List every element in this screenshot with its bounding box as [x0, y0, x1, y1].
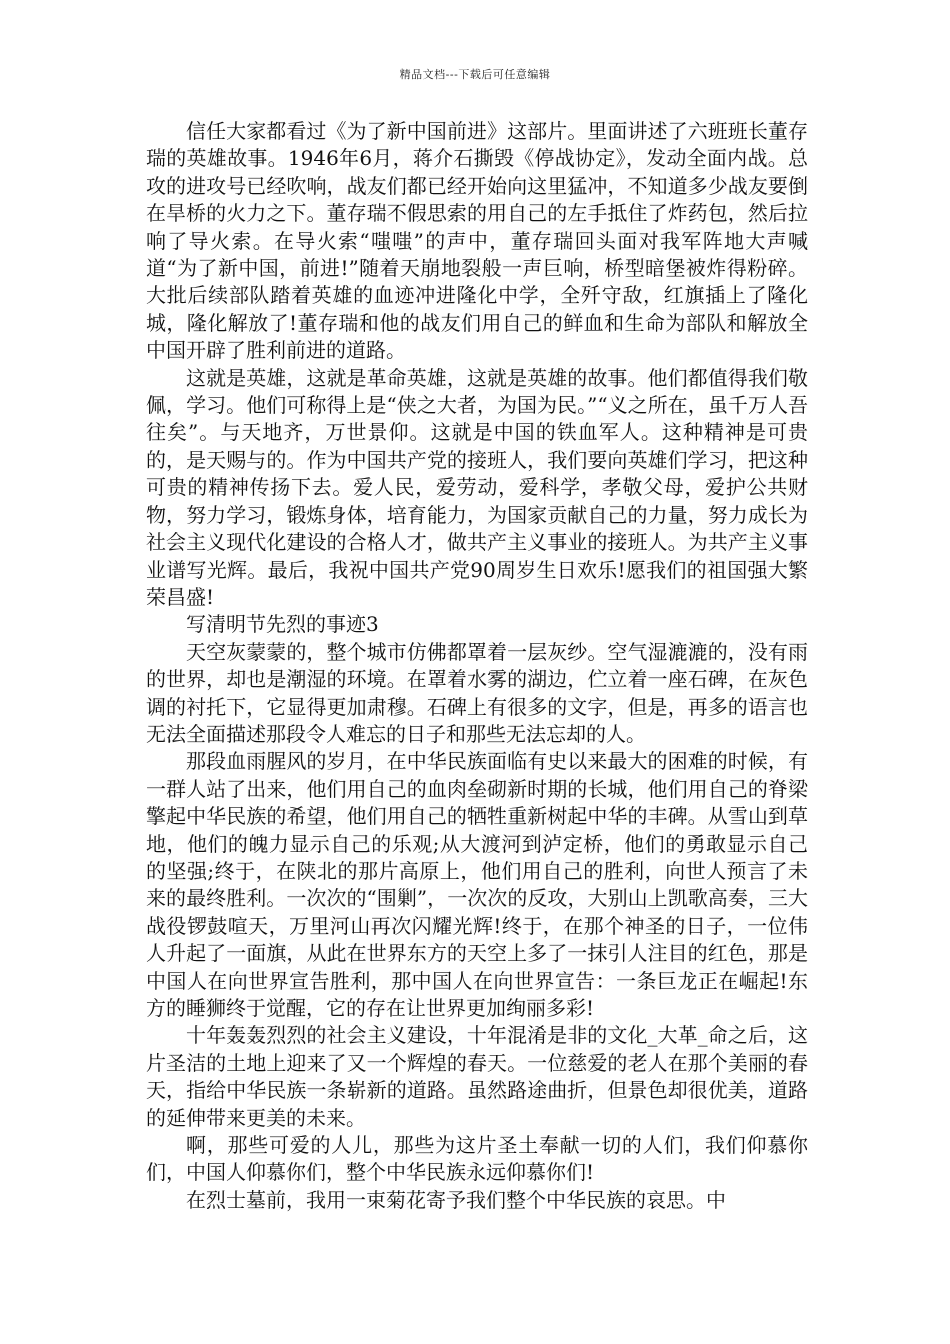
paragraph-dong-cunrui-story: 信任大家都看过《为了新中国前进》这部片。里面讲述了六班班长董存瑞的英雄故事。1946年6月，蒋介石撕毁《停战协定》，发动全面内战。总攻的进攻号已经吹响，战友们都已经开始向这里猛冲，不知道多少战友要倒在旱桥的火力之下。董存瑞不假思索的用自己的左手抵住了炸药包，然后拉响了导火索。在导火索“嗤嗤”的声中，董存瑞回头面对我军阵地大声喊道“为了新中国，前进!”随着天崩地裂般一声巨响，桥型暗堡被炸得粉碎。大批后续部队踏着英雄的血迹冲进隆化中学，全歼守敌，红旗插上了隆化城，隆化解放了!董存瑞和他的战友们用自己的鲜血和生命为部队和解放全中国开辟了胜利前进的道路。	[146, 119, 808, 363]
document-body	[146, 118, 808, 1214]
paragraph-grey-sky: 天空灰蒙蒙的，整个城市仿佛都罩着一层灰纱。空气湿漉漉的，没有雨的世界，却也是潮湿的环境。在罩着水雾的湖边，伫立着一座石碑，在灰色调的衬托下，它显得更加肃穆。石碑上有很多的文字，但是，再多的语言也无法全面描述那段令人难忘的日子和那些无法忘却的人。	[146, 639, 808, 746]
paragraph-hero-reflection: 这就是英雄，这就是革命英雄，这就是英雄的故事。他们都值得我们敬佩，学习。他们可称得上是“侠之大者，为国为民。”“义之所在，虽千万人吾往矣”。与天地齐，万世景仰。这就是中国的铁血军人。这种精神是可贵的，是天赐与的。作为中国共产党的接班人，我们要向英雄们学习，把这种可贵的精神传扬下去。爱人民，爱劳动，爱科学，孝敬父母，爱护公共财物，努力学习，锻炼身体，培育能力，为国家贡献自己的力量，努力成长为社会主义现代化建设的合格人才，做共产主义事业的接班人。为共产主义事业谱写光辉。最后，我祝中国共产党90周岁生日欢乐!愿我们的祖国强大繁荣昌盛!	[146, 365, 808, 609]
paragraph-lovely-people: 啊，那些可爱的人儿，那些为这片圣土奉献一切的人们，我们仰慕你们，中国人仰慕你们，整个中华民族永远仰慕你们!	[146, 1133, 808, 1185]
paragraph-martyr-tomb: 在烈士墓前，我用一束菊花寄予我们整个中华民族的哀思。中	[186, 1187, 726, 1212]
section-heading: 写清明节先烈的事迹3	[186, 612, 379, 637]
paragraph-ten-years: 十年轰轰烈烈的社会主义建设，十年混淆是非的文化_大革_命之后，这片圣洁的土地上迎来了又一个辉煌的春天。一位慈爱的老人在那个美丽的春天，指给中华民族一条崭新的道路。虽然路途曲折，但景色却很优美，道路的延伸带来更美的未来。	[146, 1023, 808, 1130]
paragraph-bloody-years: 那段血雨腥风的岁月，在中华民族面临有史以来最大的困难的时候，有一群人站了出来，他们用自己的血肉垒砌新时期的长城，他们用自己的脊梁擎起中华民族的希望，他们用自己的牺牲重新树起中华的丰碑。从雪山到草地，他们的魄力显示自己的乐观;从大渡河到泸定桥，他们的勇敢显示自己的坚强;终于，在陕北的那片高原上，他们用自己的胜利，向世人预言了未来的最终胜利。一次次的“围剿”，一次次的反攻，大别山上凯歌高奏，三大战役锣鼓喧天，万里河山再次闪耀光辉!终于，在那个神圣的日子，一位伟人升起了一面旗，从此在世界东方的天空上多了一抹引人注目的红色，那是中国人在向世界宣告胜利，那中国人在向世界宣告：一条巨龙正在崛起!东方的睡狮终于觉醒，它的存在让世界更加绚丽多彩!	[146, 749, 808, 1020]
page-header: 精品文档---下载后可任意编辑	[399, 68, 551, 81]
